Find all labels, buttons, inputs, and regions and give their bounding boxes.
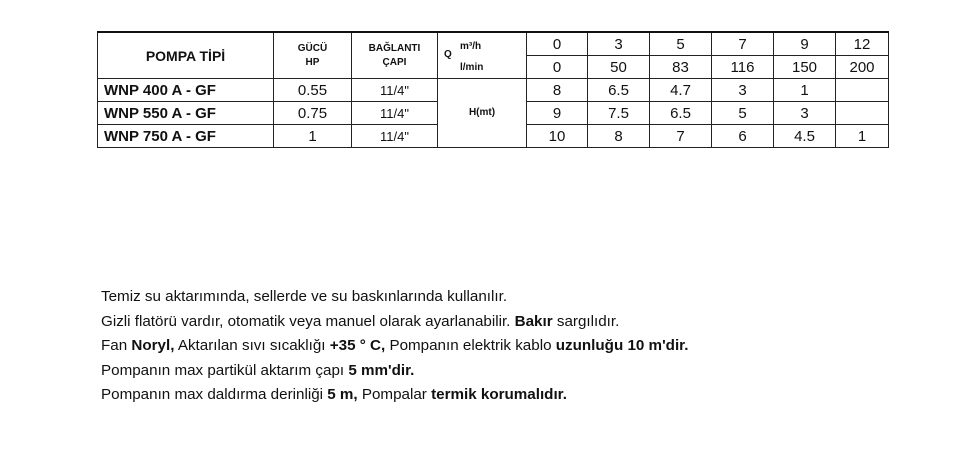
header-power-unit: HP xyxy=(305,56,320,68)
flow-lmin-cell: 150 xyxy=(774,56,836,79)
flow-m3h-cell: 12 xyxy=(836,32,889,56)
pump-model: WNP 750 A - GF xyxy=(98,125,274,148)
flow-m3h-cell: 5 xyxy=(650,32,712,56)
header-row-flow-m3h xyxy=(98,32,889,56)
header-pump-type: POMPA TİPİ xyxy=(98,32,274,79)
head-value: 8 xyxy=(588,125,650,148)
flow-lmin-cell: 83 xyxy=(650,56,712,79)
head-value: 5 xyxy=(712,102,774,125)
flow-lmin-cell: 200 xyxy=(836,56,889,79)
flow-lmin-cell: 116 xyxy=(712,56,774,79)
description-emphasis: termik korumalıdır. xyxy=(431,386,567,404)
head-value: 6.5 xyxy=(650,102,712,125)
pump-pipe-size: 11/4" xyxy=(352,102,438,125)
product-description xyxy=(101,285,688,408)
description-text: sargılıdır. xyxy=(552,312,620,330)
table-row xyxy=(98,79,889,102)
head-value: 7.5 xyxy=(588,102,650,125)
pump-power: 0.55 xyxy=(274,79,352,102)
pump-model: WNP 550 A - GF xyxy=(98,102,274,125)
description-line xyxy=(101,285,688,310)
head-label: H(mt) xyxy=(438,79,527,148)
description-emphasis: uzunluğu 10 m'dir. xyxy=(555,337,689,355)
header-q-label: Q xyxy=(444,49,452,60)
header-power-label: GÜCÜ xyxy=(297,43,328,54)
description-text: Pompalar xyxy=(357,386,432,404)
flow-m3h-cell: 3 xyxy=(588,32,650,56)
pump-power: 0.75 xyxy=(274,102,352,125)
pump-pipe-size: 11/4" xyxy=(352,125,438,148)
description-text: Pompanın max daldırma derinliği xyxy=(101,386,328,404)
header-connection-label: BAĞLANTI xyxy=(368,43,421,54)
header-connection-label-2: ÇAPI xyxy=(382,56,407,68)
head-value: 6.5 xyxy=(588,79,650,102)
pump-power: 1 xyxy=(274,125,352,148)
description-text: Pompanın max partikül aktarım çapı xyxy=(101,361,349,379)
header-q-unit-m3h: m³/h xyxy=(460,41,482,52)
head-value: 7 xyxy=(650,125,712,148)
description-line xyxy=(101,310,688,335)
head-value: 3 xyxy=(774,102,836,125)
description-emphasis: Noryl, xyxy=(131,337,175,355)
head-value: 6 xyxy=(712,125,774,148)
flow-m3h-cell: 0 xyxy=(527,32,588,56)
flow-m3h-cell: 9 xyxy=(774,32,836,56)
description-line xyxy=(101,334,688,359)
head-value: 4.7 xyxy=(650,79,712,102)
description-emphasis: 5 mm'dir. xyxy=(348,361,415,379)
head-value: 1 xyxy=(836,125,889,148)
pump-spec-table xyxy=(97,31,889,148)
flow-lmin-cell: 50 xyxy=(588,56,650,79)
head-value xyxy=(836,79,889,102)
flow-m3h-cell: 7 xyxy=(712,32,774,56)
description-text: Gizli flatörü vardır, otomatik veya manuel olarak ayarlanabilir. xyxy=(101,312,515,330)
head-value: 4.5 xyxy=(774,125,836,148)
head-value xyxy=(836,102,889,125)
description-text: Aktarılan sıvı sıcaklığı xyxy=(174,337,330,355)
description-line xyxy=(101,383,688,408)
head-value: 1 xyxy=(774,79,836,102)
pump-pipe-size: 11/4" xyxy=(352,79,438,102)
description-text: Temiz su aktarımında, sellerde ve su baskınlarında kullanılır. xyxy=(101,288,508,305)
header-power xyxy=(274,32,352,79)
header-q-unit-lmin: l/min xyxy=(460,62,484,73)
head-value: 8 xyxy=(527,79,588,102)
description-text: Pompanın elektrik kablo xyxy=(385,337,556,355)
header-flow-unit xyxy=(438,32,527,79)
head-value: 3 xyxy=(712,79,774,102)
description-emphasis: Bakır xyxy=(514,312,553,330)
description-line xyxy=(101,359,688,384)
head-value: 10 xyxy=(527,125,588,148)
description-emphasis: +35 ° C, xyxy=(329,337,386,355)
pump-model: WNP 400 A - GF xyxy=(98,79,274,102)
header-connection xyxy=(352,32,438,79)
head-value: 9 xyxy=(527,102,588,125)
flow-lmin-cell: 0 xyxy=(527,56,588,79)
description-emphasis: 5 m, xyxy=(327,386,358,404)
description-text: Fan xyxy=(101,337,132,355)
